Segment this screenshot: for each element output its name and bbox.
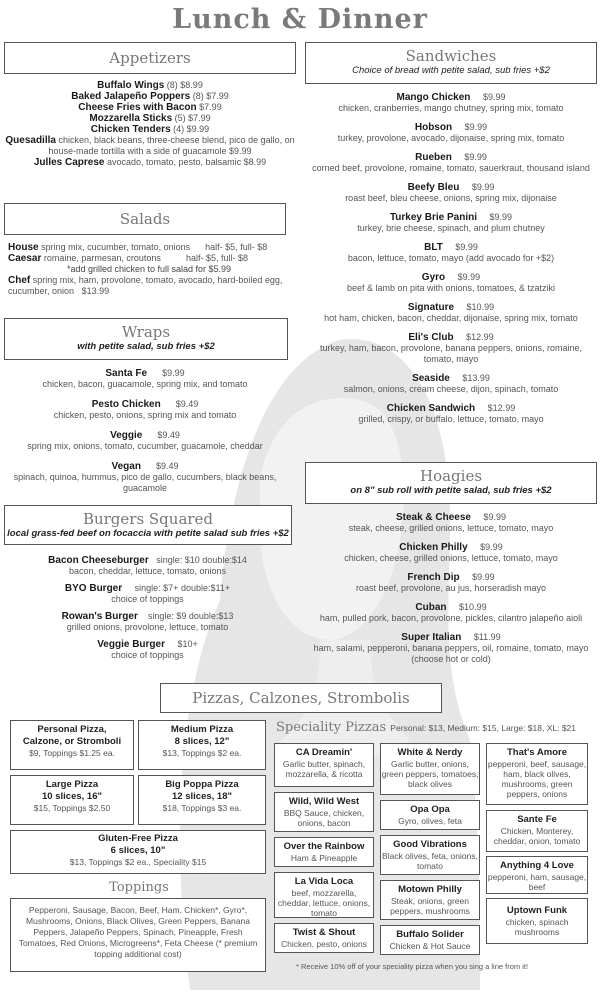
list-item: Veggie $9.49 spring mix, onions, tomato, cucumber, guacamole, cheddar <box>27 430 263 451</box>
appetizers-list <box>4 80 296 168</box>
appetizers-header <box>4 42 296 74</box>
speciality-pizza: That's Amore pepperoni, beef, sausage, ham, black olives, mushrooms, green peppers, onions <box>486 743 588 805</box>
list-item: Chicken Sandwich $12.99 grilled, crispy, or buffalo, lettuce, tomato, mayo <box>358 403 544 424</box>
speciality-header: Speciality Pizzas Personal: $13, Medium: $15, Large: $18, XL: $21 <box>276 720 577 735</box>
list-item: Steak & Cheese $9.99 steak, cheese, grilled onions, lettuce, tomato, mayo <box>348 512 554 533</box>
salads-header <box>4 203 286 235</box>
pizza-size-box: Gluten-Free Pizza 6 slices, 10" $13, Toppings $2 ea., Speciality $15 <box>10 830 266 874</box>
list-item: Veggie Burger $10+ choice of toppings <box>97 639 198 660</box>
list-item: Turkey Brie Panini $9.99 turkey, brie cheese, spinach, and plum chutney <box>357 212 545 233</box>
list-item: Cuban $10.99 ham, pulled pork, bacon, provolone, pickles, cilantro jalapeño aioli <box>319 602 583 623</box>
toppings-box <box>10 898 266 972</box>
pizza-size-box: Medium Pizza 8 slices, 12" $13, Toppings $2 ea. <box>138 720 266 770</box>
speciality-pizza: Opa Opa Gyro, olives, feta <box>380 800 480 830</box>
list-item: Baked Jalapeño Poppers (8) $7.99 <box>71 91 229 102</box>
speciality-pizza: CA Dreamin' Garlic butter, spinach, mozzarella, & ricotta <box>274 743 374 787</box>
list-item: Rowan's Burger single: $9 double:$13 grilled onions, provolone, lettuce, tomato <box>61 611 234 632</box>
list-item: Quesadilla chicken, black beans, three-cheese blend, pico de gallo, on house-made tortilla with a side of guacamole $9.99 <box>5 135 295 156</box>
burgers-subtitle: local grass-fed beef on focaccia with petite salad sub fries +$2 <box>7 528 289 539</box>
list-item: Caesar romaine, parmesan, croutons half- $5, full- $8 <box>8 253 248 264</box>
appetizers-title: Appetizers <box>109 49 191 67</box>
sandwiches-title: Sandwiches <box>405 47 497 65</box>
salads-list <box>8 242 290 297</box>
toppings-title: Toppings <box>109 880 169 895</box>
speciality-pizza: Over the Rainbow Ham & Pineapple <box>274 837 374 867</box>
list-item: Chicken Tenders (4) $9.99 <box>90 124 210 135</box>
list-item: Bacon Cheeseburger single: $10 double:$14 bacon, cheddar, lettuce, tomato, onions <box>48 555 247 576</box>
salads-title: Salads <box>119 210 171 228</box>
list-item: Gyro $9.99 beef & lamb on pita with onions, tomatoes, & tzatziki <box>346 272 556 293</box>
toppings-list: Pepperoni, Sausage, Bacon, Beef, Ham, Chicken*, Gyro*, Mushrooms, Onions, Black Olives, Green Peppers, Banana Peppers, Jalapeño Peppers, Spinach, Pineapple, Fresh Tomatoes, Red Onions, Microgreens*, Feta Cheese (* premium topping additional cost) <box>18 905 258 959</box>
wraps-subtitle: with petite salad, sub fries +$2 <box>77 341 215 352</box>
hoagies-subtitle: on 8" sub roll with petite salad, sub fries +$2 <box>350 485 552 496</box>
sandwiches-subtitle: Choice of bread with petite salad, sub fries +$2 <box>352 65 550 76</box>
list-item: Eli's Club $12.99 turkey, ham, bacon, provolone, banana peppers, onions, romaine, tomato, mayo <box>320 332 582 364</box>
burgers-header <box>4 505 292 545</box>
wraps-list <box>10 368 280 498</box>
pizza-size-box: Big Poppa Pizza 12 slices, 18" $18, Toppings $3 ea. <box>138 775 266 825</box>
list-item: Beefy Bleu $9.99 roast beef, bleu cheese, onions, spring mix, dijonaise <box>345 182 557 203</box>
sandwiches-header <box>305 42 597 84</box>
list-item: Hobson $9.99 turkey, provolone, avocado, dijonaise, spring mix, tomato <box>337 122 565 143</box>
list-item: Super Italian $11.99 ham, salami, pepperoni, banana peppers, oil, romaine, tomato, mayo (choose hot or cold) <box>313 632 589 664</box>
list-item: Buffalo Wings (8) $8.99 <box>97 80 203 91</box>
pizzas-title: Pizzas, Calzones, Strombolis <box>192 689 410 707</box>
list-item: Signature $10.99 hot ham, chicken, bacon, cheddar, dijonaise, spring mix, tomato <box>324 302 578 323</box>
list-item: Chef spring mix, ham, provolone, tomato, avocado, hard-boiled egg, cucumber, onion $13.99 <box>8 275 283 296</box>
list-item: Vegan $9.49 spinach, quinoa, hummus, pico de gallo, cucumbers, black beans, guacamole <box>13 461 277 493</box>
speciality-pizza: Wild, Wild West BBQ Sauce, chicken, onions, bacon <box>274 792 374 832</box>
speciality-pizza: Anything 4 Love pepperoni, ham, sausage, beef <box>486 856 588 894</box>
speciality-pizza: Twist & Shout Chicken, pesto, onions <box>274 923 374 953</box>
wraps-header <box>4 318 288 360</box>
speciality-pizza: White & Nerdy Garlic butter, onions, green peppers, tomatoes, black olives <box>380 743 480 795</box>
pizzas-header <box>160 683 442 713</box>
list-item: Cheese Fries with Bacon $7.99 <box>78 102 222 113</box>
speciality-pizza: Good Vibrations Black olives, feta, onions, tomato <box>380 835 480 875</box>
pizza-size-box: Personal Pizza, Calzone, or Stromboli $9, Toppings $1.25 ea. <box>10 720 134 770</box>
burgers-list <box>10 555 285 665</box>
list-item: Pesto Chicken $9.49 chicken, pesto, onions, spring mix and tomato <box>53 399 237 420</box>
sandwiches-list <box>308 92 594 429</box>
footnote: * Receive 10% off of your speciality pizza when you sing a line from it! <box>296 962 529 971</box>
list-item: BLT $9.99 bacon, lettuce, tomato, mayo (add avocado for +$2) <box>347 242 555 263</box>
list-item: Rueben $9.99 corned beef, provolone, romaine, tomato, sauerkraut, thousand island <box>312 152 590 173</box>
speciality-pizza: Motown Philly Steak, onions, green peppers, mushrooms <box>380 880 480 920</box>
hoagies-list <box>308 512 594 669</box>
list-item: Mango Chicken $9.99 chicken, cranberries, mango chutney, spring mix, tomato <box>338 92 564 113</box>
speciality-pizza: Uptown Funk chicken, spinach mushrooms <box>486 898 588 944</box>
pizza-size-box: Large Pizza 10 slices, 16" $15, Toppings $2.50 <box>10 775 134 825</box>
burgers-title: Burgers Squared <box>82 510 214 528</box>
speciality-pizza: La Vida Loca beef, mozzarella, cheddar, lettuce, onions, tomato <box>274 872 374 918</box>
hoagies-header <box>305 462 597 504</box>
list-item: Seaside $13.99 salmon, onions, cream cheese, dijon, spinach, tomato <box>343 373 559 394</box>
page-title: Lunch & Dinner <box>172 4 428 35</box>
list-item: Chicken Philly $9.99 chicken, cheese, grilled onions, lettuce, tomato, mayo <box>344 542 558 563</box>
list-item: BYO Burger single: $7+ double:$11+ choice of toppings <box>64 583 231 604</box>
wraps-title: Wraps <box>121 323 171 341</box>
speciality-pizza: Sante Fe Chicken, Monterey, cheddar, onion, tomato <box>486 810 588 852</box>
list-item: Julles Caprese avocado, tomato, pesto, balsamic $8.99 <box>33 157 267 168</box>
speciality-pizza: Buffalo Solider Chicken & Hot Sauce <box>380 925 480 955</box>
list-item: Mozzarella Sticks (5) $7.99 <box>89 113 211 124</box>
list-item: French Dip $9.99 roast beef, provolone, au jus, horseradish mayo <box>355 572 547 593</box>
list-item: House spring mix, cucumber, tomato, onions half- $5, full- $8 <box>8 242 268 253</box>
list-item: Santa Fe $9.99 chicken, bacon, guacamole, spring mix, and tomato <box>42 368 248 389</box>
hoagies-title: Hoagies <box>419 467 483 485</box>
salad-note: *add grilled chicken to full salad for $5.99 <box>66 264 232 274</box>
